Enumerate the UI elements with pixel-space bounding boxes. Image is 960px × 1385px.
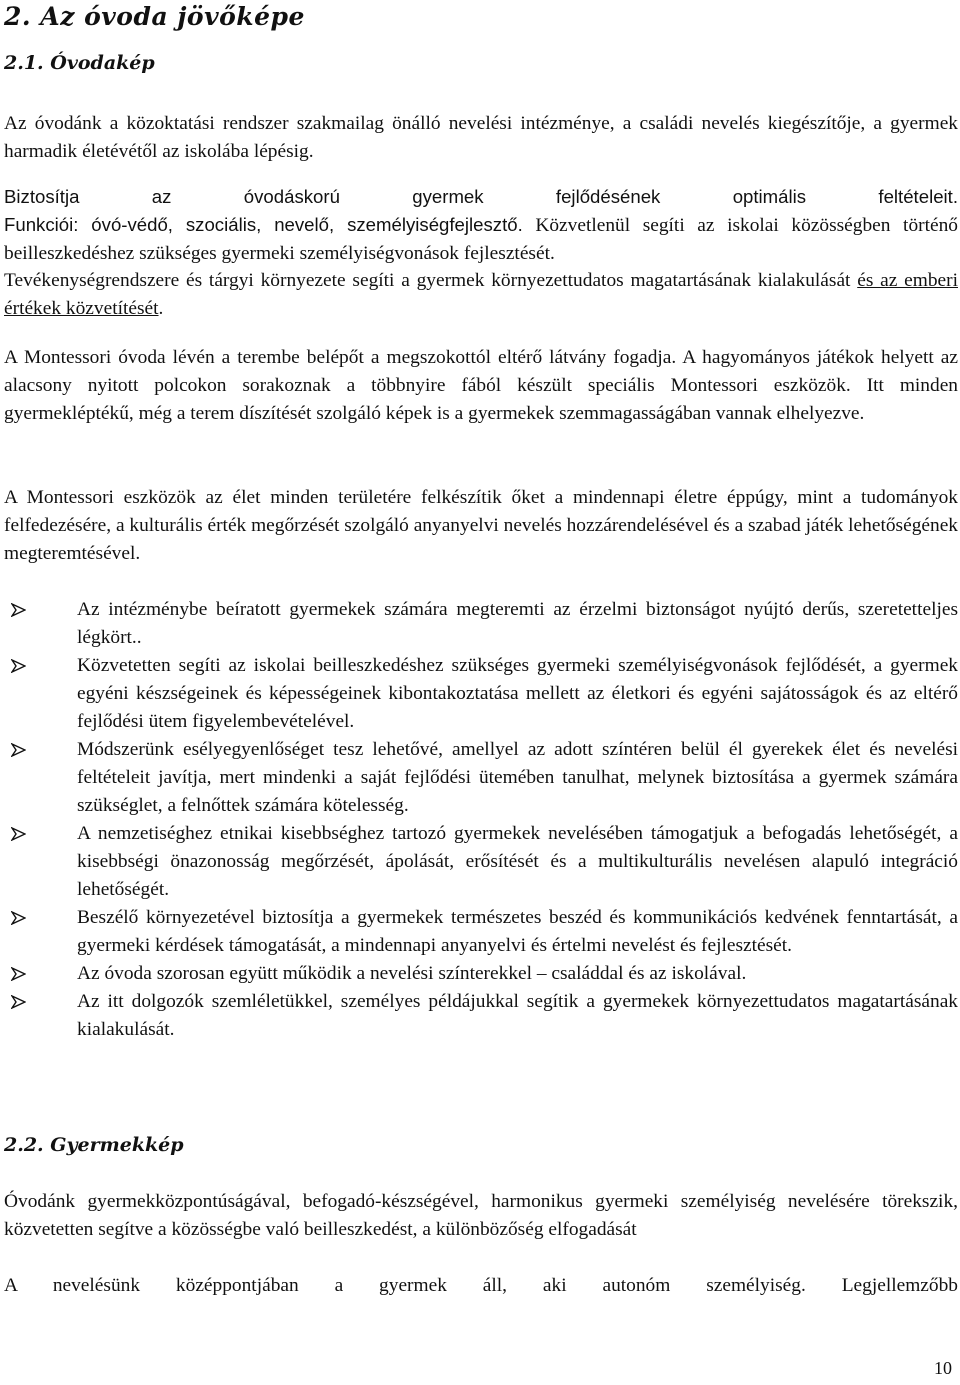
chapter-heading: 2. Az óvoda jövőképe bbox=[4, 2, 305, 31]
list-item bbox=[4, 904, 958, 960]
list-item bbox=[4, 988, 958, 1044]
tevekenyseg-text: Tevékenységrendszere és tárgyi környezete segíti a gyermek környezettudatos magatartásának kialakulását bbox=[4, 270, 858, 291]
paragraph-montessori-eszkozok: A Montessori eszközök az élet minden területére felkészítik őket a mindennapi életre éppúgy, mint a tudományok felfedezésére, a kulturális érték megőrzését szolgáló anyanyelvi nevelés hozzárendelésével és a szabad játék lehetőségének megteremtésével. bbox=[4, 487, 958, 564]
list-item bbox=[4, 652, 958, 736]
bullet-text: Közvetetten segíti az iskolai beilleszkedéshez szükséges gyermeki személyiségvonások fejlődését, a gyermek egyéni készségeinek és képességeinek kibontakoztatása mellett az életkori és egyéni sajátosságok és az eltérő fejlődési ütem figyelembevételével. bbox=[77, 655, 958, 732]
arrowhead-bullet-icon bbox=[11, 603, 26, 617]
bullet-list bbox=[4, 596, 958, 1044]
arrowhead-bullet-icon bbox=[11, 967, 26, 981]
bullet-text: Beszélő környezetével biztosítja a gyermekek természetes beszéd és kommunikációs kedvének fenntartását, a gyermeki kérdések támogatását, a mindennapi anyanyelvi és értelmi nevelést és fejlesztését. bbox=[77, 907, 958, 956]
bullet-text: Az itt dolgozók szemléletükkel, személyes példájukkal segítik a gyermekek környezettudatos magatartásának kialakulását. bbox=[77, 991, 958, 1040]
paragraph-neveles-kozeppont: A nevelésünk középpontjában a gyermek áll, aki autonóm személyiség. Legjellemzőbb bbox=[4, 1275, 958, 1296]
page-number: 10 bbox=[934, 1358, 952, 1378]
paragraph-funkciok bbox=[4, 211, 958, 268]
bullet-text: Az intézménybe beíratott gyermekek számára megteremti az érzelmi biztonságot nyújtó derűs, szeretetteljes bbox=[77, 599, 958, 620]
bullet-text: Módszerünk esélyegyenlőséget tesz lehetővé, amellyel az adott színtéren belül él gyerekek élet és nevelési feltételeit javítja, mert mindenki a saját fejlődési ütemében tanulhat, melynek biztosítása a gyermek számára szükséglet, a felnőttek számára kötelesség. bbox=[77, 739, 958, 816]
bullet-text: A nemzetiséghez etnikai kisebbséghez tartozó gyermekek nevelésében támogatjuk a befogadás lehetőségét, a kisebbségi önazonosság megőrzését, ápolását, erősítését és a multikulturális nevelésen alapuló integráció lehetőségét. bbox=[77, 823, 958, 900]
bullet-text: Az óvoda szorosan együtt működik a nevelési színterekkel – családdal és az iskolával. bbox=[77, 963, 747, 984]
section-heading-ovodakep: 2.1. Óvodakép bbox=[4, 52, 155, 74]
paragraph-feltetelek-line: Biztosítja az óvodáskorú gyermek fejlődésének optimális feltételeit. bbox=[4, 186, 958, 207]
funkciok-text: Funkciói: óvó-védő, szociális, nevelő, személyiségfejlesztő. bbox=[4, 214, 523, 235]
paragraph-montessori-ovoda: A Montessori óvoda lévén a terembe belépőt a megszokottól eltérő látvány fogadja. A hagyományos játékok helyett az alacsony nyitott polcokon sorakoznak a többnyire fából készült speciális Montessori eszközök. Itt minden gyermekléptékű, még a terem díszítését szolgáló képek is a gyermekek szemmagasságában vannak elhelyezve. bbox=[4, 347, 958, 424]
list-item bbox=[4, 596, 958, 652]
arrowhead-bullet-icon bbox=[11, 743, 26, 757]
arrowhead-bullet-icon bbox=[11, 827, 26, 841]
list-item bbox=[4, 820, 958, 904]
arrowhead-bullet-icon bbox=[11, 995, 26, 1009]
list-item bbox=[4, 960, 958, 988]
bullet-text-end: légkört.. bbox=[77, 627, 142, 648]
paragraph-intro: Az óvodánk a közoktatási rendszer szakmailag önálló nevelési intézménye, a családi nevelés kiegészítője, a gyermek harmadik életévétől az iskolába lépésig. bbox=[4, 113, 958, 162]
arrowhead-bullet-icon bbox=[11, 659, 26, 673]
underlined-ertekek: és az emberi értékek közvetítését bbox=[4, 270, 958, 319]
paragraph-gyermekkozpontusag: Óvodánk gyermekközpontúságával, befogadó-készségével, harmonikus gyermeki személyiség nevelésére törekszik, közvetetten segítve a közösségbe való beilleszkedést, a különbözőség elfogadását bbox=[4, 1191, 958, 1240]
section-heading-gyermekkep: 2.2. Gyermekkép bbox=[4, 1134, 184, 1156]
paragraph-tevekenyseg bbox=[4, 267, 958, 323]
arrowhead-bullet-icon bbox=[11, 911, 26, 925]
period: . bbox=[158, 298, 164, 319]
list-item bbox=[4, 736, 958, 820]
kozvetlenul-text: Közvetlenül segíti az iskolai közösségben történő beilleszkedéshez szükséges gyermeki személyiségvonások fejlesztését. bbox=[4, 215, 958, 264]
